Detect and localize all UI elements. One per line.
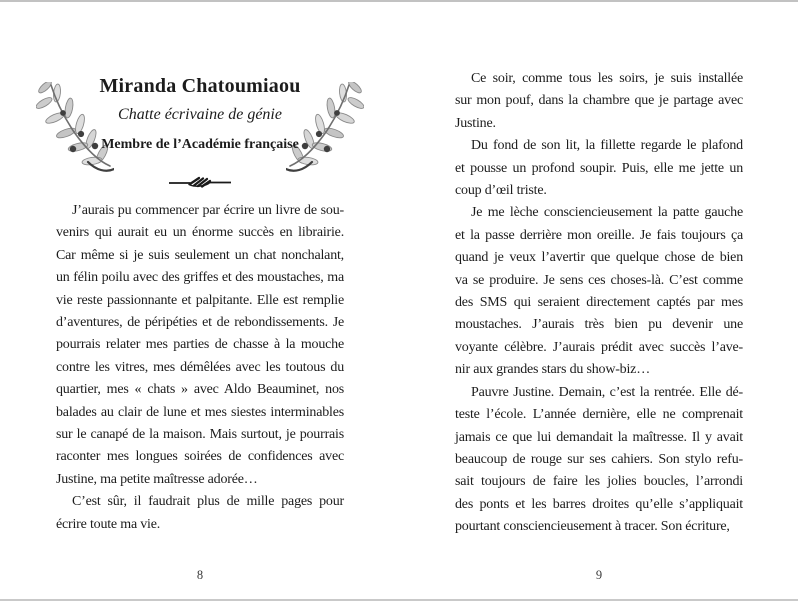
text-line: des SMS qui seraient directement captés par mes [455, 295, 743, 311]
right-page [455, 0, 743, 601]
text-line: raconter mes longues soirées de confidences avec [56, 449, 344, 465]
text-line: d’aventures, de péripéties et de rebondissements. Je [56, 315, 344, 331]
text-line: sur le canapé de la maison. Mais surtout, je pourrais [56, 427, 344, 443]
text-line: Car même si je suis seulement un chat nonchalant, [56, 247, 344, 263]
page-number: 8 [196, 568, 204, 582]
text-line: balades au clair de lune et mes siestes interminables [56, 404, 344, 420]
author-affiliation: Membre de l’Académie française [101, 137, 299, 152]
text-line: pourtant consciencieusement à tracer. Son écriture, [455, 519, 730, 535]
left-page-body [56, 200, 344, 536]
text-line: Justine, ma petite maîtresse adorée… [56, 471, 258, 487]
text-line: Ce soir, comme tous les soirs, je suis installée [471, 71, 743, 86]
text-line: nir aux grandes stars du show-biz… [455, 362, 650, 378]
right-page-body [455, 68, 743, 539]
text-line: Justine. [455, 115, 496, 131]
page-number: 9 [595, 568, 603, 582]
text-line: J’aurais pu commencer par écrire un livre de sou- [72, 203, 344, 218]
text-line: C’est sûr, il faudrait plus de mille pages pour [72, 494, 344, 510]
text-line: Pauvre Justine. Demain, c’est la rentrée. Elle dé- [471, 384, 743, 400]
text-line: sur mon pouf, dans la chambre que je partage avec [455, 93, 743, 109]
text-line: contre les vitres, mes démêlées avec les toutous du [56, 359, 344, 375]
text-line: vie reste passionnante et palpitante. Elle est remplie [56, 292, 344, 308]
text-line: voyante célèbre. J’aurais prédit avec succès l’ave- [455, 339, 743, 355]
text-line: coup d’œil triste. [455, 183, 547, 199]
left-page [56, 0, 344, 601]
author-name: Miranda Chatoumiaou [99, 75, 301, 97]
text-line: Du fond de son lit, la fillette regarde le plafond [471, 138, 743, 154]
text-line: jamais ce que lui demandait la maîtresse. Il y avait [455, 429, 743, 445]
text-line: quartier, mes « chats » avec Aldo Beauminet, nos [56, 382, 344, 398]
text-line: venirs qui aurait eu un énorme succès en librairie. [56, 225, 344, 241]
text-line: écrire toute ma vie. [56, 516, 161, 532]
author-subtitle: Chatte écrivaine de génie [118, 106, 282, 123]
text-line: et la passe derrière mon oreille. Je fais toujours ça [455, 227, 743, 243]
text-line: teste l’école. L’année dernière, elle ne comprenait [455, 407, 743, 423]
text-line: Je me lèche consciencieusement la patte gauche [471, 205, 743, 221]
text-line: un félin poilu avec des griffes et des moustaches, ma [56, 270, 344, 286]
text-line: moustaches. J’aurais très bien pu devenir une [455, 317, 743, 333]
text-line: quand je veux l’avertir que quelque chose de bien [455, 250, 743, 266]
text-line: sait toujours de faire les jolies boucles, l’arrondi [455, 474, 743, 490]
text-line: beaucoup de rouge sur ses cahiers. Son stylo refu- [455, 451, 743, 467]
text-line: des ponts et les barres droites qu’elle s’appliquait [455, 496, 743, 512]
rope-twist-divider-icon [169, 176, 231, 194]
text-line: et pousse un profond soupir. Puis, elle me jette un [455, 160, 743, 176]
text-line: va se produire. Je sens ces choses-là. C’est comme [455, 272, 743, 288]
text-line: pourrais relater mes parties de chasse à la mouche [56, 337, 344, 353]
